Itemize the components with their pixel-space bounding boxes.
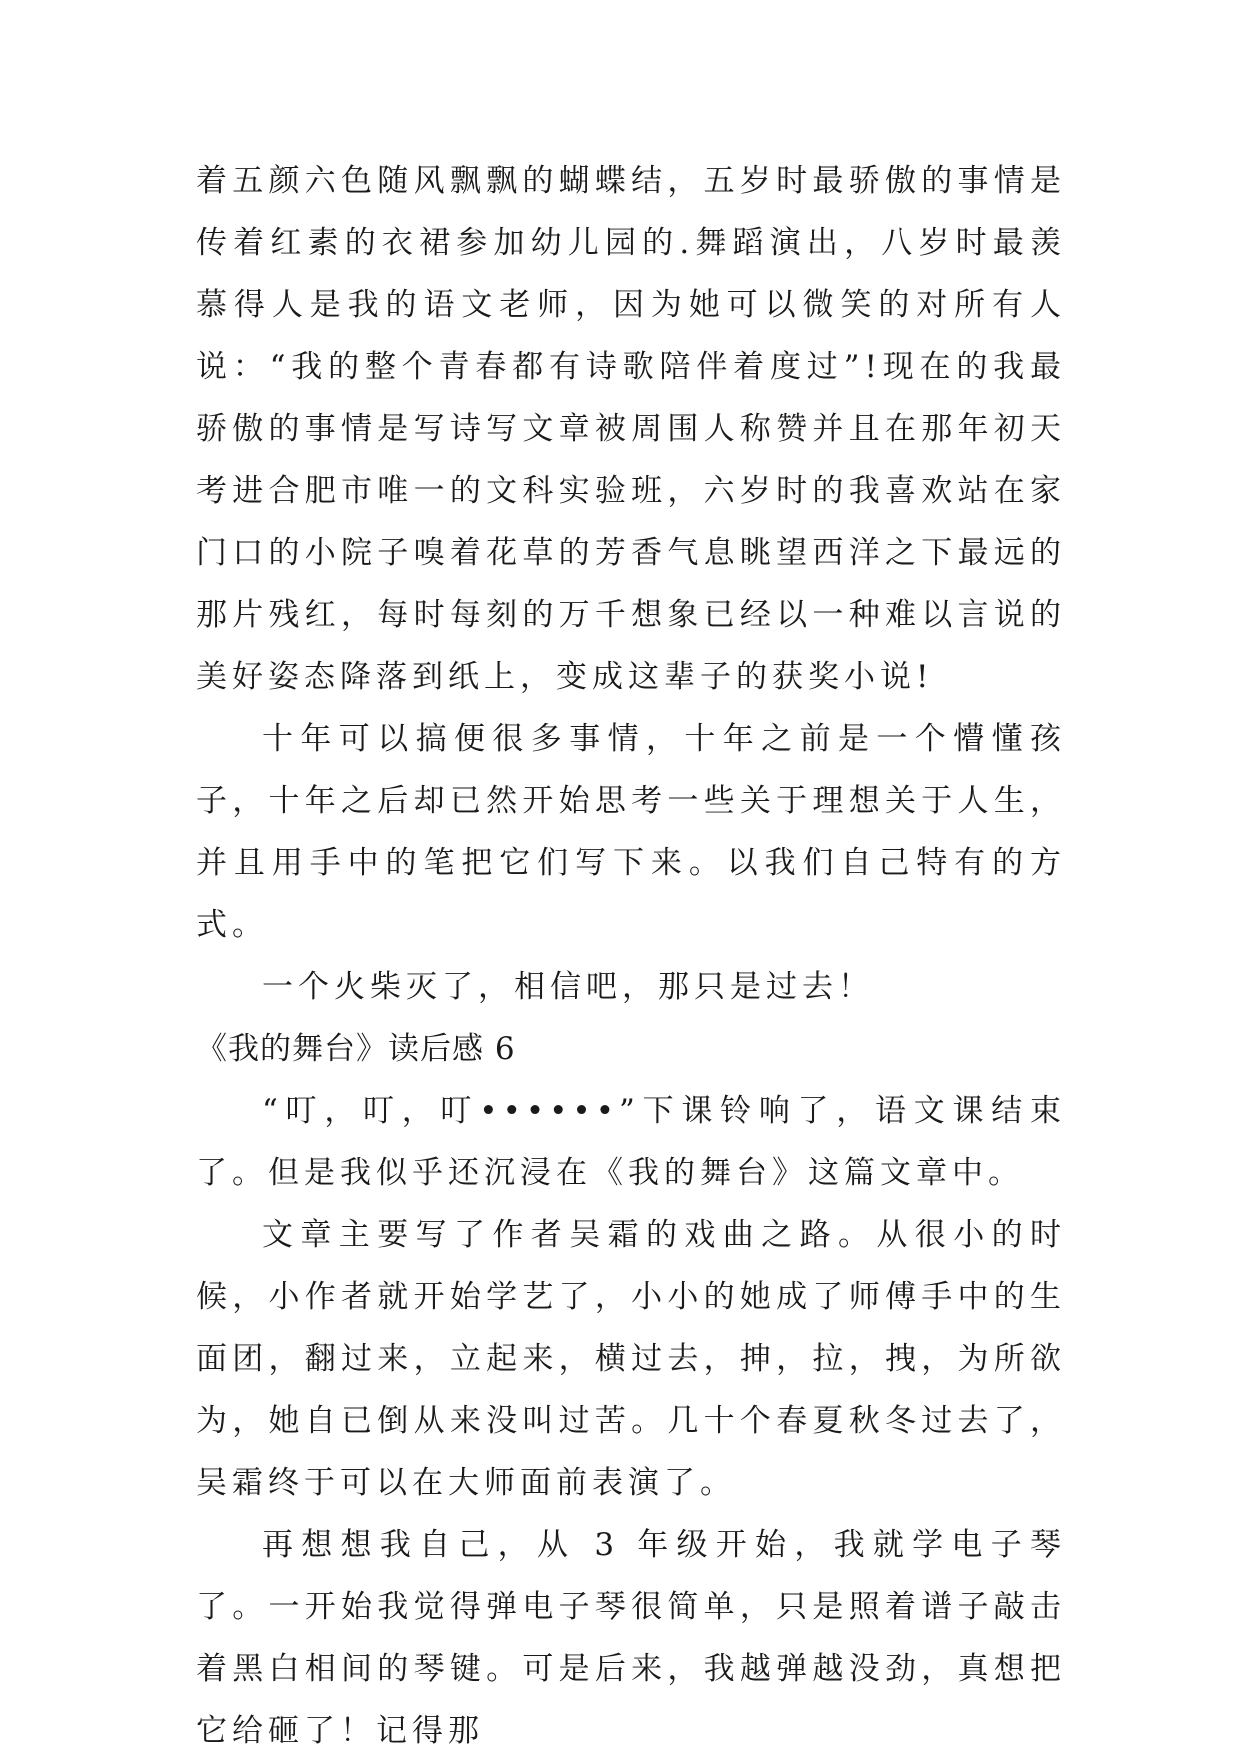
- paragraph-keyboard: 再想想我自己，从 3 年级开始，我就学电子琴了。一开始我觉得弹电子琴很简单，只是照着谱子敲击着黑白相间的琴键。可是后来，我越弹越没劲，真想把它给砸了！记得那: [196, 1527, 1066, 1749]
- section-heading: 《我的舞台》读后感 6: [196, 1031, 516, 1067]
- paragraph-bell: “叮，叮，叮••••••”下课铃响了，语文课结束了。但是我似乎还沉浸在《我的舞台》这篇文章中。: [196, 1093, 1066, 1191]
- paragraph-match: 一个火柴灭了，相信吧，那只是过去！: [262, 969, 874, 1005]
- paragraph-ten-years: 十年可以搞便很多事情，十年之前是一个懵懂孩子，十年之后却已然开始思考一些关于理想关于人生，并且用手中的笔把它们写下来。以我们自己特有的方式。: [196, 721, 1066, 943]
- paragraph-article-summary: 文章主要写了作者吴霜的戏曲之路。从很小的时候，小作者就开始学艺了，小小的她成了师傅手中的生面团，翻过来，立起来，横过去，抻，拉，拽，为所欲为，她自已倒从来没叫过苦。几十个春夏秋冬过去了，吴霜终于可以在大师面前表演了。: [196, 1217, 1066, 1501]
- document-body: [196, 150, 1066, 1762]
- paragraph-continuation: 着五颜六色随风飘飘的蝴蝶结，五岁时最骄傲的事情是传着红素的衣裙参加幼儿园的.舞蹈演出，八岁时最羡慕得人是我的语文老师，因为她可以微笑的对所有人说：“我的整个青春都有诗歌陪伴着度过”!现在的我最骄傲的事情是写诗写文章被周围人称赞并且在那年初天考进合肥市唯一的文科实验班，六岁时的我喜欢站在家门口的小院子嗅着花草的芳香气息眺望西洋之下最远的那片残红，每时每刻的万千想象已经以一种难以言说的美好姿态降落到纸上，变成这辈子的获奖小说!: [196, 163, 1066, 695]
